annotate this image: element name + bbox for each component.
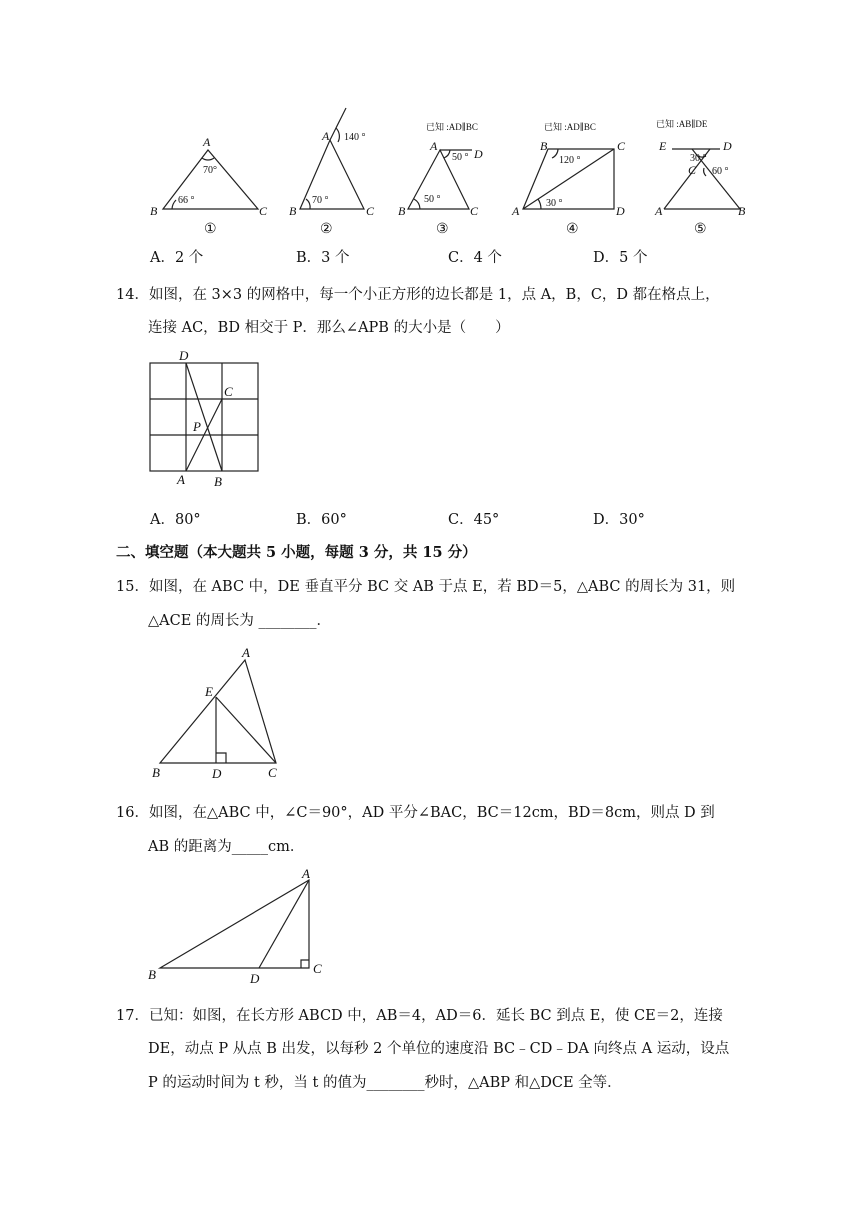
svg-text:B: B — [289, 204, 297, 218]
q15-text-line2: △ACE 的周长为 ________． — [148, 613, 332, 629]
q16-text-line1: 16．如图，在△ABC 中，∠C＝90°，AD 平分∠BAC，BC＝12cm，BD＝8cm，则点 D 到 — [116, 805, 715, 821]
svg-text:D: D — [616, 204, 625, 218]
svg-text:A: A — [203, 135, 211, 149]
q16-text-line2: AB 的距离为_____cm． — [148, 839, 305, 855]
svg-text:A: A — [655, 204, 663, 218]
q16-segment-ad — [259, 880, 309, 968]
svg-text:C: C — [259, 204, 268, 218]
svg-text:B: B — [214, 474, 222, 489]
svg-text:60 °: 60 ° — [712, 166, 729, 177]
q13-option-c: C．4 个 — [448, 250, 502, 266]
svg-text:30 °: 30 ° — [546, 198, 563, 209]
q14-text-line2: 连接 AC，BD 相交于 P．那么∠APB 的大小是（ ） — [148, 320, 510, 336]
svg-text:D: D — [212, 766, 222, 781]
svg-text:C: C — [366, 204, 375, 218]
svg-text:②: ② — [320, 222, 333, 237]
q17-text-line3: P 的运动时间为 t 秒，当 t 的值为________秒时，△ABP 和△DCE 全等． — [148, 1075, 622, 1091]
q16-right-angle — [301, 960, 309, 968]
q14-text-line1: 14．如图，在 3×3 的网格中，每一个小正方形的边长都是 1，点 A，B，C，D 都在格点上， — [116, 287, 720, 303]
svg-text:⑤: ⑤ — [694, 222, 707, 237]
svg-text:A: A — [512, 204, 520, 218]
svg-text:66 °: 66 ° — [178, 195, 195, 206]
svg-text:30 °: 30 ° — [690, 153, 707, 164]
q17-text-line1: 17．已知：如图，在长方形 ABCD 中，AB＝4，AD＝6．延长 BC 到点 E，使 CE＝2，连接 — [116, 1008, 723, 1024]
svg-text:E: E — [205, 684, 213, 699]
svg-text:C: C — [470, 204, 479, 218]
q14-option-a: A．80° — [150, 512, 201, 528]
svg-text:D: D — [179, 348, 189, 363]
svg-text:C: C — [224, 384, 233, 399]
q14-option-d: D．30° — [593, 512, 645, 528]
svg-text:④: ④ — [566, 222, 579, 237]
svg-text:B: B — [150, 204, 158, 218]
svg-text:D: D — [250, 971, 260, 986]
svg-text:B: B — [148, 967, 156, 982]
svg-text:A: A — [177, 472, 185, 487]
svg-text:C: C — [313, 961, 322, 976]
svg-text:50 °: 50 ° — [452, 152, 469, 163]
svg-text:已知 :AB∥DE: 已知 :AB∥DE — [656, 119, 708, 129]
svg-text:A: A — [302, 866, 310, 881]
svg-text:70 °: 70 ° — [312, 195, 329, 206]
svg-text:B: B — [540, 139, 548, 153]
svg-text:A: A — [322, 129, 330, 143]
svg-text:B: B — [398, 204, 406, 218]
q13-option-d: D．5 个 — [593, 250, 648, 266]
q14-option-b: B．60° — [296, 512, 347, 528]
svg-text:D: D — [723, 139, 732, 153]
svg-text:B: B — [152, 765, 160, 780]
svg-text:B: B — [738, 204, 746, 218]
svg-text:50 °: 50 ° — [424, 194, 441, 205]
q13-option-b: B．3 个 — [296, 250, 350, 266]
svg-text:140 °: 140 ° — [344, 132, 366, 143]
svg-text:已知 :AD∥BC: 已知 :AD∥BC — [426, 122, 478, 132]
svg-text:D: D — [474, 147, 483, 161]
svg-text:E: E — [659, 139, 667, 153]
svg-text:C: C — [688, 163, 697, 177]
svg-text:③: ③ — [436, 222, 449, 237]
q17-text-line2: DE，动点 P 从点 B 出发，以每秒 2 个单位的速度沿 BC﹣CD﹣DA 向终点 A 运动，设点 — [148, 1041, 730, 1057]
q13-option-a: A．2 个 — [150, 250, 204, 266]
q16-triangle — [160, 880, 309, 968]
svg-text:C: C — [617, 139, 626, 153]
svg-text:已知 :AD∥BC: 已知 :AD∥BC — [544, 122, 596, 132]
svg-text:C: C — [268, 765, 277, 780]
svg-text:P: P — [193, 419, 201, 434]
svg-text:A: A — [430, 139, 438, 153]
svg-text:120 °: 120 ° — [559, 155, 581, 166]
svg-text:A: A — [242, 645, 250, 660]
svg-text:①: ① — [204, 222, 217, 237]
svg-text:70°: 70° — [203, 165, 217, 176]
q14-option-c: C．45° — [448, 512, 500, 528]
q15-text-line1: 15．如图，在 ABC 中，DE 垂直平分 BC 交 AB 于点 E，若 BD＝5，△ABC 的周长为 31，则 — [116, 579, 736, 595]
section-heading: 二、填空题（本大题共 5 小题，每题 3 分，共 15 分） — [116, 544, 477, 561]
